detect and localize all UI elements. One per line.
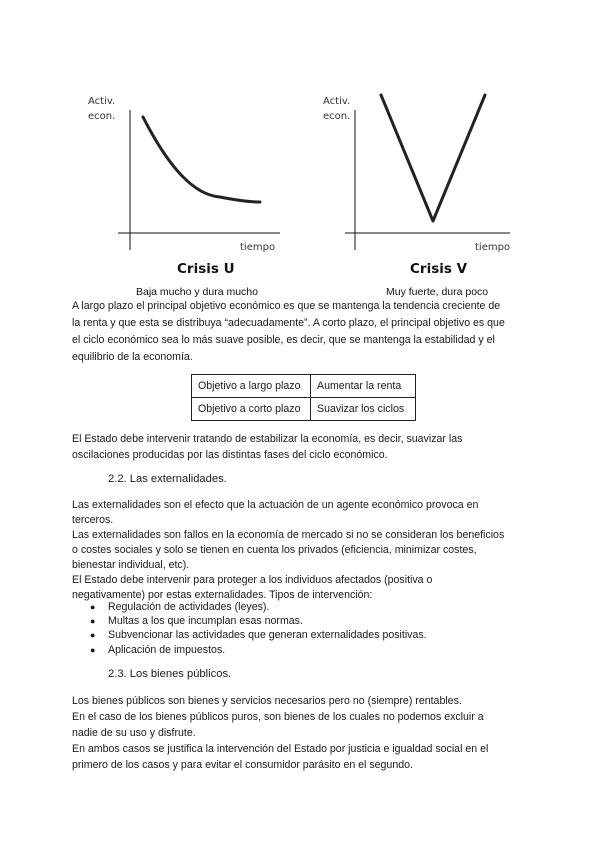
table-row (192, 375, 416, 398)
y-axis-label-line1: Activ. (323, 96, 351, 107)
table-cell: Objetivo a largo plazo (192, 375, 311, 398)
text-line: oscilaciones producidas por las distintas fases del ciclo económico. (72, 449, 388, 461)
bullet-icon: ● (90, 630, 96, 641)
list-item (86, 643, 427, 657)
bullet-icon: ● (90, 616, 96, 627)
text-line: Los bienes públicos son bienes y servicios necesarios pero no (siempre) rentables. (72, 695, 462, 707)
crisis-v-chart (315, 85, 525, 260)
y-axis-label-line1: Activ. (88, 96, 116, 107)
y-axis-label-line2: econ. (88, 111, 116, 122)
x-axis-label: tiempo (240, 242, 276, 253)
table-cell: Objetivo a corto plazo (192, 398, 311, 421)
list-item-text: Aplicación de impuestos. (108, 643, 226, 656)
text-line: El Estado debe intervenir tratando de estabilizar la economía, es decir, suavizar las (72, 433, 463, 445)
state-paragraph (72, 432, 542, 463)
crisis-v-caption: Muy fuerte, dura poco (386, 286, 489, 298)
bullet-icon: ● (90, 602, 96, 612)
crisis-u-chart (80, 85, 290, 260)
text-line: nadie de su uso y disfrute. (72, 727, 196, 739)
crisis-u-title: Crisis U (177, 261, 235, 277)
list-item (86, 628, 427, 642)
text-line: primero de los casos y para evitar el consumidor parásito en el segundo. (72, 759, 413, 771)
list-item-text: Subvencionar las actividades que generan externalidades positivas. (108, 629, 427, 642)
y-axis-label-line2: econ. (323, 111, 351, 122)
table-cell: Suavizar los ciclos (311, 398, 416, 421)
v-curve (381, 95, 485, 221)
text-line: Las externalidades son fallos en la economía de mercado si no se consideran los beneficios (72, 529, 505, 541)
text-line: En ambos casos se justifica la intervención del Estado por justicia e igualdad social en el (72, 743, 489, 755)
section-heading-public-goods: 2.3. Los bienes públicos. (108, 668, 232, 680)
x-axis-label: tiempo (475, 242, 511, 253)
text-line: bienestar individual, etc). (72, 559, 190, 571)
externalities-text (72, 498, 542, 603)
list-item (86, 600, 427, 614)
text-line: o costes sociales y solo se tienen en cuenta los privados (eficiencia, minimizar costes, (72, 544, 477, 556)
public-goods-text (72, 694, 542, 773)
text-line: equilibrio de la economía. (72, 351, 193, 363)
crisis-v-title: Crisis V (410, 261, 468, 277)
text-line: la renta y que esta se distribuya “adecuadamente”. A corto plazo, el principal objetivo es que (72, 317, 505, 329)
list-item-text: Regulación de actividades (leyes). (108, 601, 270, 613)
objectives-table (191, 374, 416, 421)
table-row (192, 398, 416, 421)
text-line: Las externalidades son el efecto que la actuación de un agente económico provoca en (72, 499, 479, 511)
u-curve (143, 117, 260, 202)
list-item-text: Multas a los que incumplan esas normas. (108, 615, 303, 628)
text-line: negativamente) por estas externalidades. Tipos de intervención: (72, 589, 373, 601)
intro-paragraph (72, 299, 542, 365)
text-line: En el caso de los bienes públicos puros, son bienes de los cuales no podemos excluir a (72, 711, 484, 723)
intervention-types-list (86, 600, 427, 657)
crisis-u-caption: Baja mucho y dura mucho (136, 286, 258, 298)
text-line: El Estado debe intervenir para proteger a los individuos afectados (positiva o (72, 574, 433, 586)
text-line: el ciclo económico sea lo más suave posible, es decir, que se mantenga la estabilidad y el (72, 334, 495, 346)
bullet-icon: ● (90, 644, 96, 655)
text-line: A largo plazo el principal objetivo económico es que se mantenga la tendencia creciente de (72, 300, 501, 312)
section-heading-externalities: 2.2. Las externalidades. (108, 473, 227, 485)
text-line: terceros. (72, 514, 114, 526)
list-item (86, 614, 427, 628)
table-cell: Aumentar la renta (311, 375, 416, 398)
